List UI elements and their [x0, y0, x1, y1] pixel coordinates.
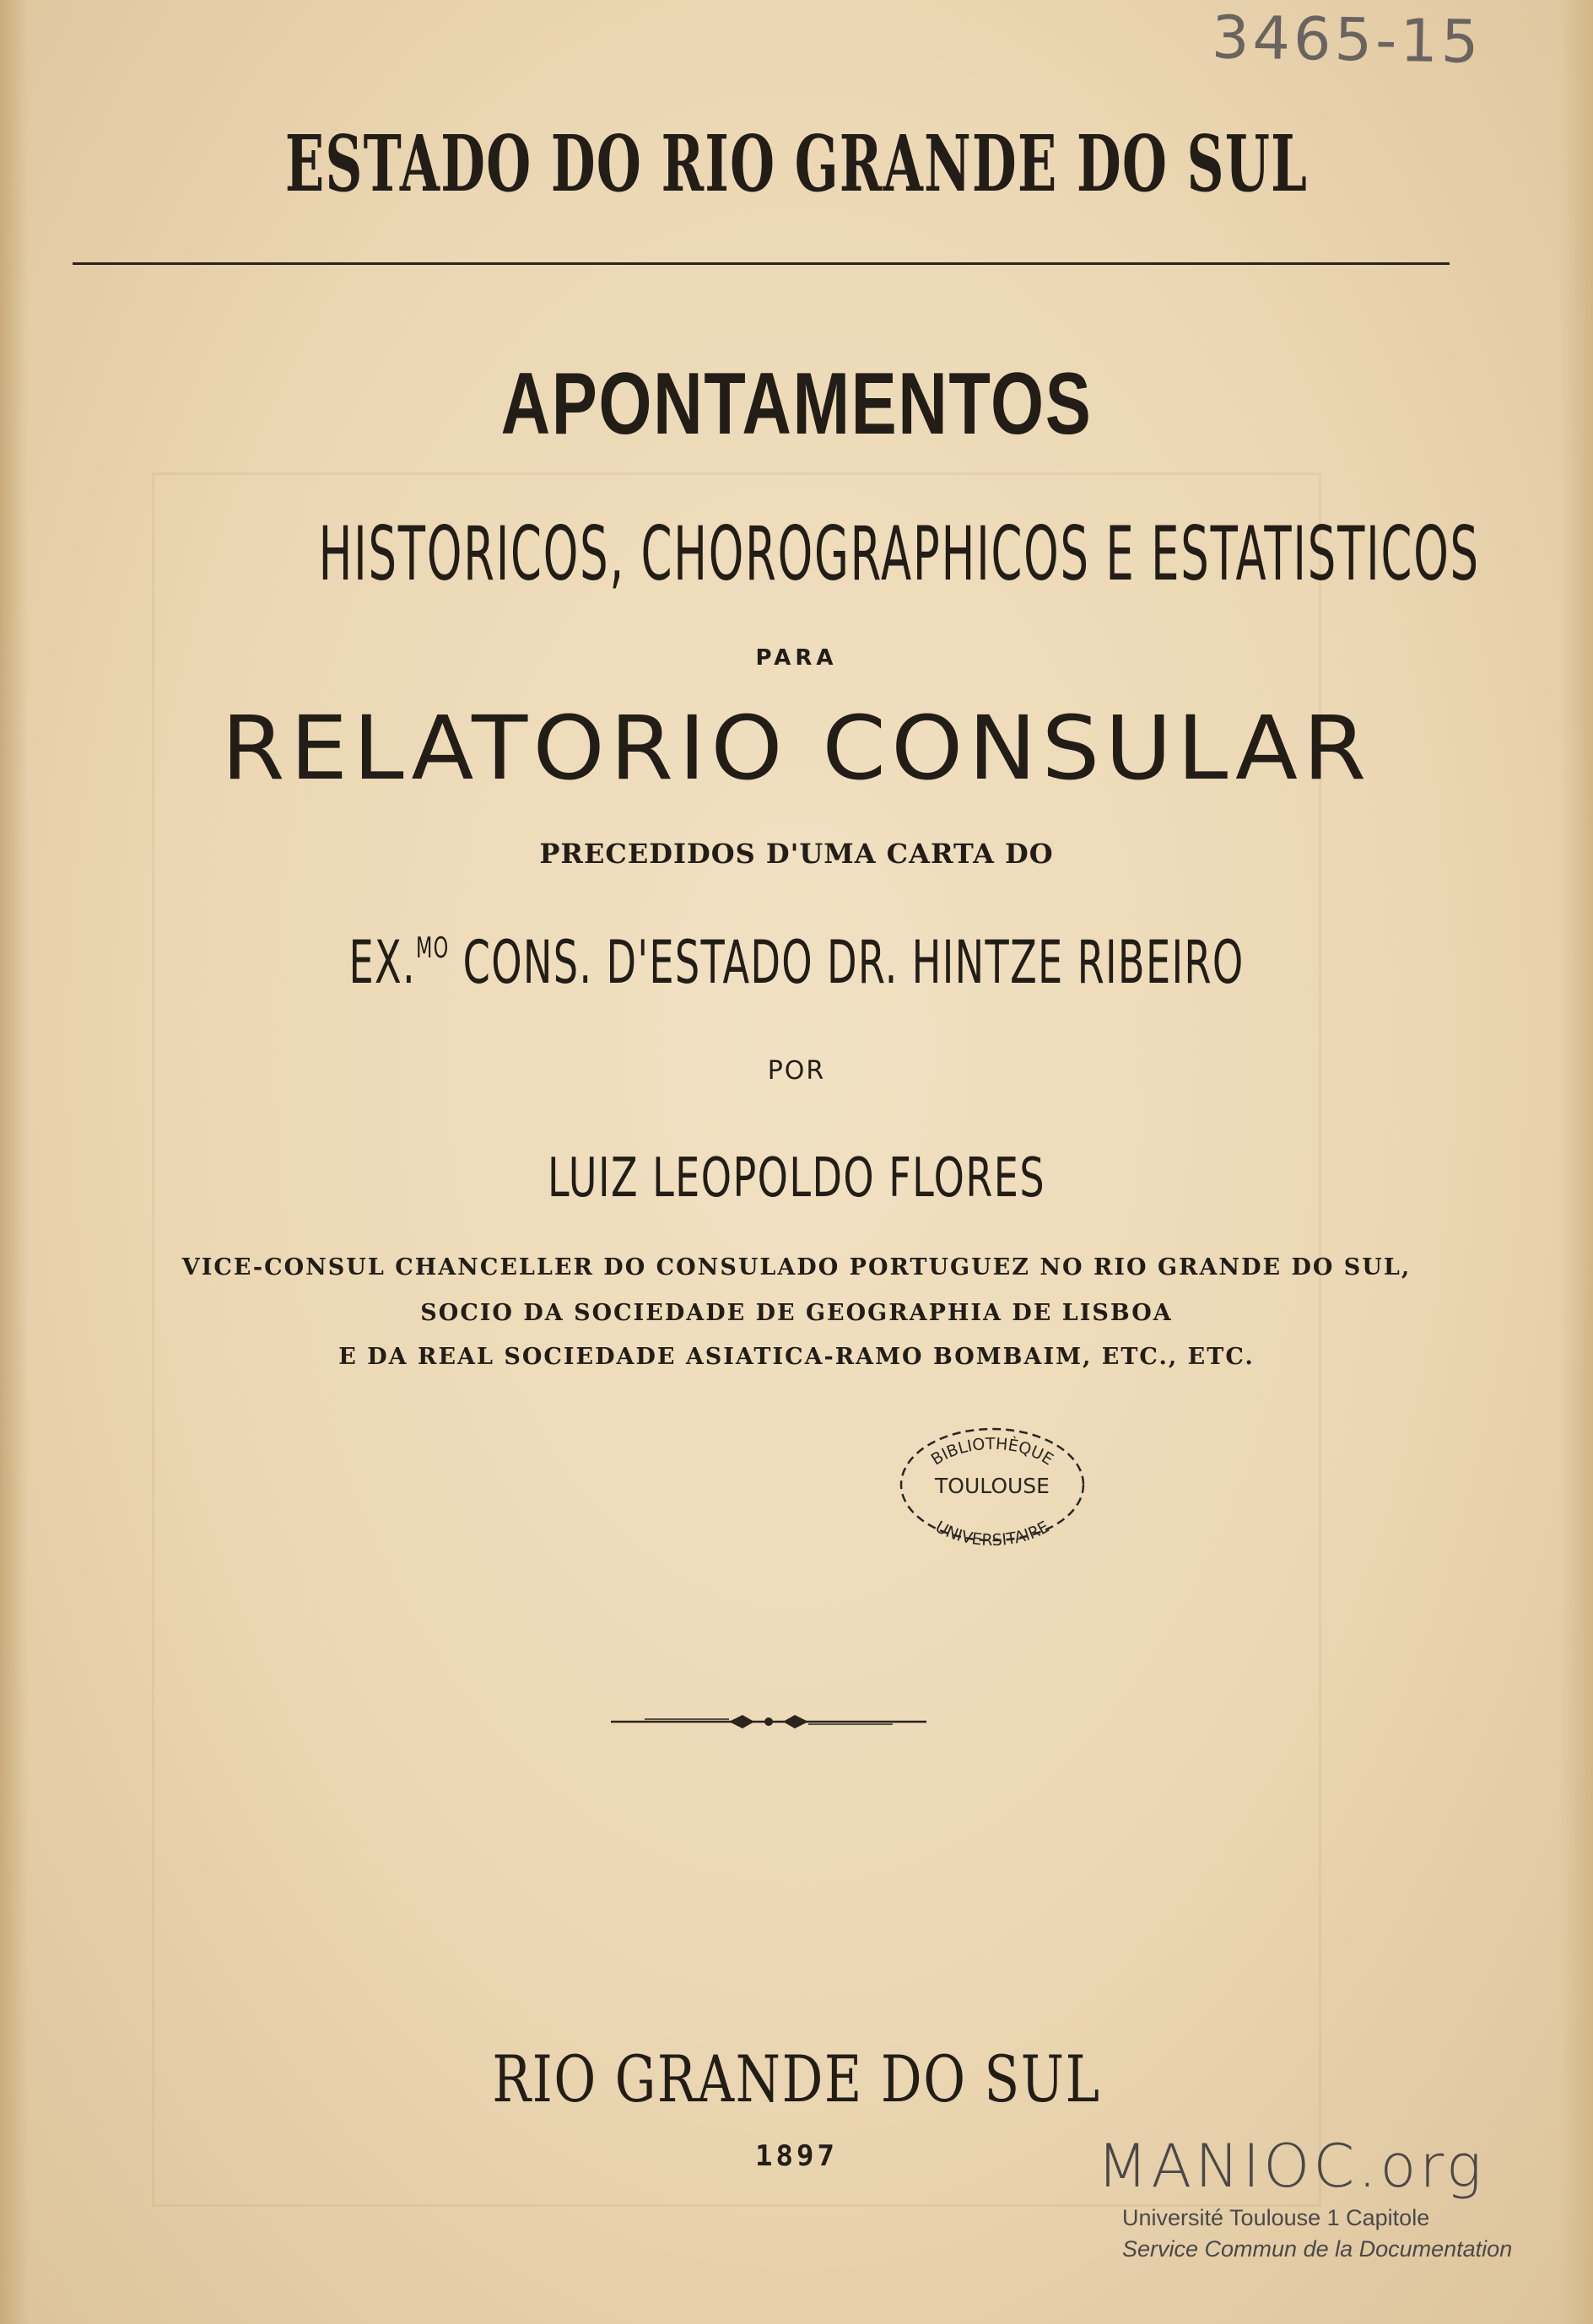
- manioc-watermark: [1097, 2133, 1569, 2262]
- author-credential: E DA REAL SOCIEDADE ASIATICA-RAMO BOMBAIM, ETC., ETC.: [338, 1344, 1255, 1370]
- manioc-logo: MANIOC.org: [1097, 2132, 1485, 2201]
- preceded-by-line: PRECEDIDOS D'UMA CARTA DO: [539, 838, 1054, 870]
- main-title: APONTAMENTOS: [500, 355, 1093, 453]
- subtitle: HISTORICOS, CHOROGRAPHICOS E ESTATISTICOS: [318, 510, 1480, 597]
- author-credential: VICE-CONSUL CHANCELLER DO CONSULADO PORTUGUEZ NO RIO GRANDE DO SUL,: [181, 1254, 1412, 1281]
- watermark-service: Service Commun de la Documentation: [1122, 2236, 1513, 2262]
- stamp-top-text: BIBLIOTHÈQUE: [927, 1434, 1057, 1469]
- report-title: RELATORIO CONSULAR: [221, 697, 1372, 800]
- imprint-year: 1897: [755, 2139, 838, 2173]
- stamp-bottom-text: UNIVERSITAIRE: [932, 1517, 1053, 1545]
- author-credential: SOCIO DA SOCIEDADE DE GEOGRAPHIA DE LISBOA: [420, 1300, 1173, 1326]
- imprint-place: RIO GRANDE DO SUL: [492, 2041, 1101, 2116]
- counselor-prefix: EX.: [348, 928, 416, 997]
- author-name: LUIZ LEOPOLDO FLORES: [547, 1147, 1046, 1210]
- watermark-university: Université Toulouse 1 Capitole: [1122, 2205, 1430, 2230]
- ornament-divider: [611, 1709, 926, 1734]
- para-connector: PARA: [755, 645, 838, 671]
- counselor-name: CONS. D'ESTADO DR. HINTZE RIBEIRO: [449, 928, 1245, 997]
- state-header: ESTADO DO RIO GRANDE DO SUL: [284, 118, 1309, 209]
- counselor-superscript: MO: [415, 931, 450, 965]
- handwritten-shelfmark: 3465-15: [1211, 3, 1483, 77]
- por-connector: POR: [767, 1056, 826, 1086]
- header-rule: [73, 262, 1450, 265]
- library-stamp: [896, 1424, 1088, 1545]
- counselor-line: [271, 928, 1322, 997]
- stamp-middle-text: TOULOUSE: [935, 1474, 1050, 1498]
